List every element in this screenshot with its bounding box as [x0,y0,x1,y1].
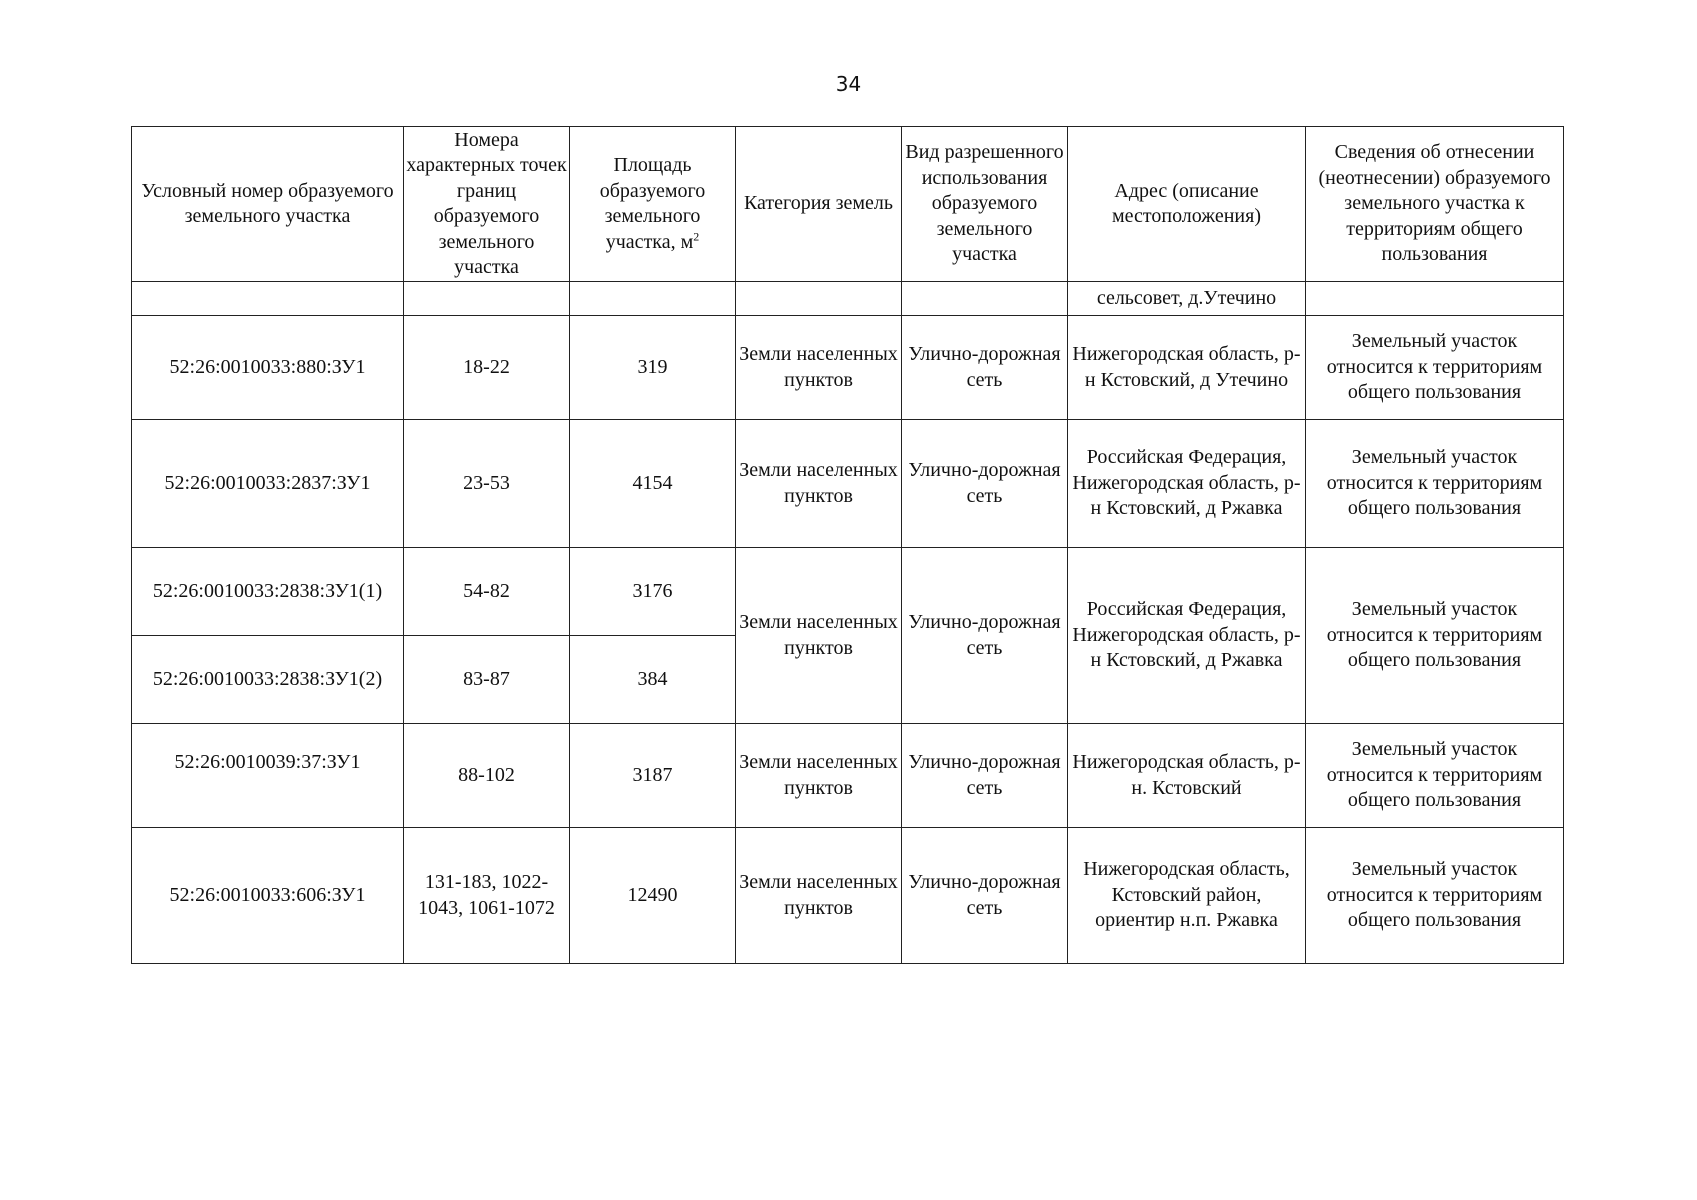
cell-info: Земельный участок относится к территориям общего пользования [1306,828,1564,964]
cell-info: Земельный участок относится к территориям общего пользования [1306,420,1564,548]
cell-address: сельсовет, д.Утечино [1068,282,1306,316]
cell-points: 23-53 [404,420,570,548]
cell-number: 52:26:0010033:606:ЗУ1 [132,828,404,964]
header-category: Категория земель [736,127,902,282]
table-row [132,828,1564,964]
cell-empty [736,282,902,316]
cell-address: Российская Федерация, Нижегородская область, р-н Кстовский, д Ржавка [1068,548,1306,724]
cell-use: Улично-дорожная сеть [902,548,1068,724]
continuation-row [132,282,1564,316]
cell-use: Улично-дорожная сеть [902,316,1068,420]
cell-info: Земельный участок относится к территориям общего пользования [1306,316,1564,420]
header-use: Вид разрешенного использования образуемого земельного участка [902,127,1068,282]
cell-points: 88-102 [404,724,570,828]
cell-points: 83-87 [404,636,570,724]
header-area [570,127,736,282]
cell-address: Российская Федерация, Нижегородская область, р-н Кстовский, д Ржавка [1068,420,1306,548]
cell-points: 54-82 [404,548,570,636]
header-area-label: Площадь образуемого земельного участка, м [599,154,706,253]
cell-address: Нижегородская область, р-н Кстовский, д Утечино [1068,316,1306,420]
cell-empty [1306,282,1564,316]
table-row [132,420,1564,548]
cell-number: 52:26:0010033:2837:ЗУ1 [132,420,404,548]
cell-use: Улично-дорожная сеть [902,724,1068,828]
table-row [132,548,1564,636]
cell-number: 52:26:0010033:880:ЗУ1 [132,316,404,420]
cell-use: Улично-дорожная сеть [902,828,1068,964]
header-info: Сведения об отнесении (неотнесении) образуемого земельного участка к территориям общего пользования [1306,127,1564,282]
cell-category: Земли населенных пунктов [736,316,902,420]
cell-empty [404,282,570,316]
cell-points: 131-183, 1022-1043, 1061-1072 [404,828,570,964]
header-points: Номера характерных точек границ образуемого земельного участка [404,127,570,282]
cell-empty [132,282,404,316]
cell-number: 52:26:0010033:2838:ЗУ1(2) [132,636,404,724]
table-row [132,316,1564,420]
cell-points: 18-22 [404,316,570,420]
table-row [132,724,1564,828]
cell-number: 52:26:0010033:2838:ЗУ1(1) [132,548,404,636]
cell-category: Земли населенных пунктов [736,724,902,828]
header-area-unit-sup: 2 [693,228,700,243]
land-plots-table [131,126,1564,964]
header-address: Адрес (описание местоположения) [1068,127,1306,282]
cell-category: Земли населенных пунктов [736,548,902,724]
cell-address: Нижегородская область, Кстовский район, ориентир н.п. Ржавка [1068,828,1306,964]
cell-info: Земельный участок относится к территориям общего пользования [1306,548,1564,724]
cell-info: Земельный участок относится к территориям общего пользования [1306,724,1564,828]
cell-area: 4154 [570,420,736,548]
cell-area: 384 [570,636,736,724]
header-number: Условный номер образуемого земельного участка [132,127,404,282]
cell-use: Улично-дорожная сеть [902,420,1068,548]
cell-address: Нижегородская область, р-н. Кстовский [1068,724,1306,828]
cell-category: Земли населенных пунктов [736,420,902,548]
cell-empty [902,282,1068,316]
cell-area: 12490 [570,828,736,964]
page-number: 34 [835,72,862,96]
cell-empty [570,282,736,316]
cell-area: 3176 [570,548,736,636]
cell-number: 52:26:0010039:37:ЗУ1 [132,724,404,828]
cell-area: 319 [570,316,736,420]
cell-area: 3187 [570,724,736,828]
cell-category: Земли населенных пунктов [736,828,902,964]
table-header-row [132,127,1564,282]
